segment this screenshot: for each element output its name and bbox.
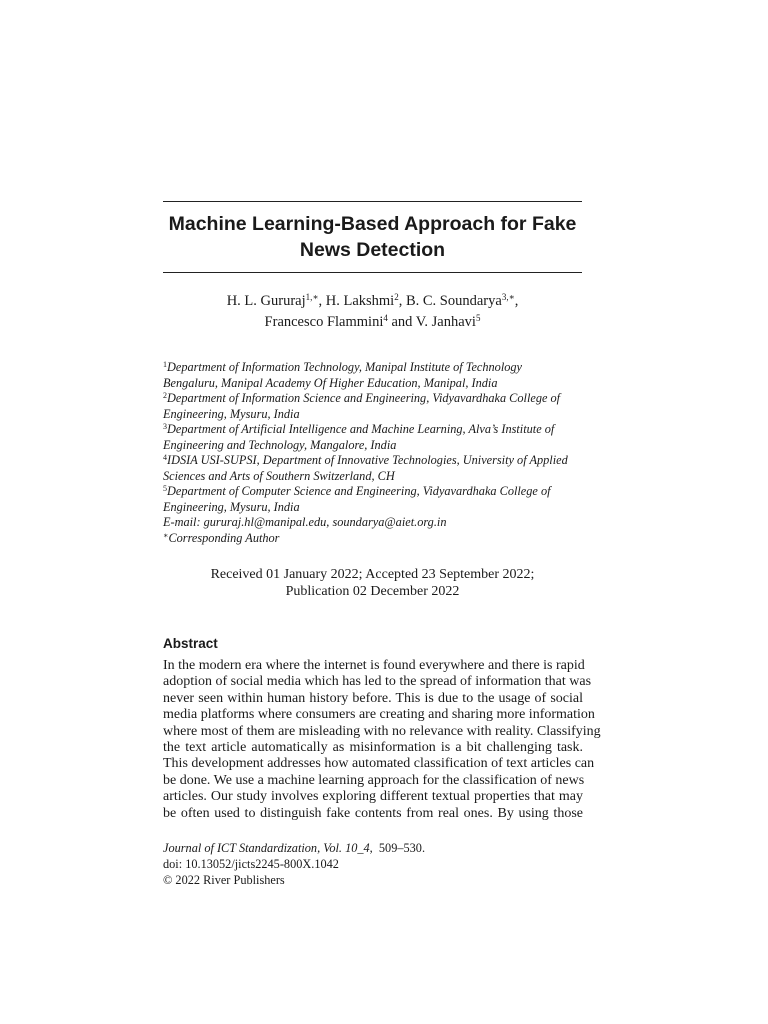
author-name: Francesco Flammini: [264, 314, 384, 330]
title-line-2: News Detection: [299, 239, 446, 261]
affiliation-line: [163, 500, 588, 516]
affiliation-line: [163, 438, 588, 454]
affiliation-text: Department of Information Technology, Manipal Institute of Technology: [167, 360, 522, 374]
doi: doi: 10.13052/jicts2245-800X.1042: [163, 857, 339, 871]
author-separator: ,: [318, 293, 326, 309]
affiliation-line: [163, 453, 588, 469]
corresponding-author-line: [163, 531, 588, 547]
affiliations: [163, 360, 588, 546]
abstract-line: This development addresses how automated classification of text articles can: [163, 756, 595, 772]
affiliation-text: Department of Information Science and Engineering, Vidyavardhaka College of: [167, 391, 561, 405]
journal-citation: [163, 840, 425, 856]
author-separator: and: [387, 314, 416, 330]
affiliation-text: Engineering, Mysuru, India: [163, 499, 300, 514]
author-affiliation-mark: 3,∗: [501, 292, 515, 302]
author-line-1: [163, 291, 582, 312]
email-text: E-mail: gururaj.hl@manipal.edu, soundarya@aiet.org.in: [163, 515, 447, 529]
abstract-line: be done. We use a machine learning approach for the classification of news: [163, 772, 585, 788]
abstract-line: the text article automatically as misinformation is a bit challenging task.: [163, 740, 583, 756]
author-affiliation-mark: 1,∗: [305, 292, 319, 302]
author-separator: ,: [398, 293, 406, 309]
affiliation-line: [163, 360, 588, 376]
author-line-2: [163, 312, 582, 333]
abstract-heading: Abstract: [163, 636, 218, 651]
affiliation-line: [163, 376, 588, 392]
affiliation-mark: 5: [163, 484, 167, 493]
author-affiliation-mark: 4: [383, 313, 388, 323]
publication-dates: [163, 566, 582, 600]
author-name: H. L. Gururaj: [226, 293, 306, 309]
affiliation-line: [163, 422, 588, 438]
affiliation-text: Engineering, Mysuru, India: [163, 406, 300, 421]
corresponding-mark: ∗: [163, 530, 169, 540]
affiliation-line: [163, 407, 588, 423]
corresponding-author-text: Corresponding Author: [168, 530, 280, 545]
journal-footer: [163, 840, 425, 888]
affiliation-text: Department of Computer Science and Engineering, Vidyavardhaka College of: [167, 484, 551, 498]
author-separator: ,: [514, 293, 519, 309]
abstract-line: In the modern era where the internet is found everywhere and there is rapid: [163, 658, 585, 673]
author-name: B. C. Soundarya: [405, 293, 502, 309]
affiliation-text: IDSIA USI-SUPSI, Department of Innovative Technologies, University of Applied: [167, 453, 568, 467]
affiliation-text: Department of Artificial Intelligence and Machine Learning, Alva’s Institute of: [167, 422, 555, 436]
affiliation-text: Bengaluru, Manipal Academy Of Higher Education, Manipal, India: [163, 375, 498, 390]
affiliation-mark: 3: [163, 422, 167, 431]
author-affiliation-mark: 5: [475, 313, 481, 323]
title-rule-bottom: [163, 272, 582, 273]
journal-pages: 509–530.: [378, 841, 426, 855]
author-affiliation-mark: 2: [394, 292, 399, 302]
abstract-line: adoption of social media which has led to the spread of information that was: [163, 674, 592, 690]
affiliation-mark: 2: [163, 391, 167, 400]
title-rule-top: [163, 201, 582, 202]
affiliation-mark: 1: [163, 360, 167, 369]
affiliation-line: [163, 484, 588, 500]
journal-name: Journal of ICT Standardization, Vol. 10_4,: [163, 841, 373, 855]
affiliation-line: [163, 391, 588, 407]
abstract-line: media platforms where consumers are creating and sharing more information: [163, 707, 595, 723]
abstract-line: never seen within human history before. This is due to the usage of social: [163, 690, 583, 706]
email-line: [163, 515, 588, 531]
paper-title: [163, 211, 582, 263]
dates-line-2: Publication 02 December 2022: [285, 584, 460, 599]
affiliation-text: Sciences and Arts of Southern Switzerland, CH: [163, 468, 395, 483]
abstract-body: [163, 658, 601, 822]
affiliation-text: Engineering and Technology, Mangalore, India: [163, 437, 397, 452]
copyright: © 2022 River Publishers: [163, 873, 285, 887]
affiliation-mark: 4: [163, 453, 167, 462]
affiliation-line: [163, 469, 588, 485]
dates-line-1: Received 01 January 2022; Accepted 23 September 2022;: [210, 567, 535, 582]
author-list: [163, 291, 582, 333]
abstract-line: articles. Our study involves exploring different textual properties that may: [163, 789, 583, 805]
abstract-line: be often used to distinguish fake contents from real ones. By using those: [163, 805, 583, 821]
abstract-line: where most of them are misleading with no relevance with reality. Classifying: [163, 723, 601, 739]
title-line-1: Machine Learning-Based Approach for Fake: [168, 213, 577, 235]
author-name: V. Janhavi: [415, 314, 476, 330]
author-name: H. Lakshmi: [325, 293, 395, 309]
